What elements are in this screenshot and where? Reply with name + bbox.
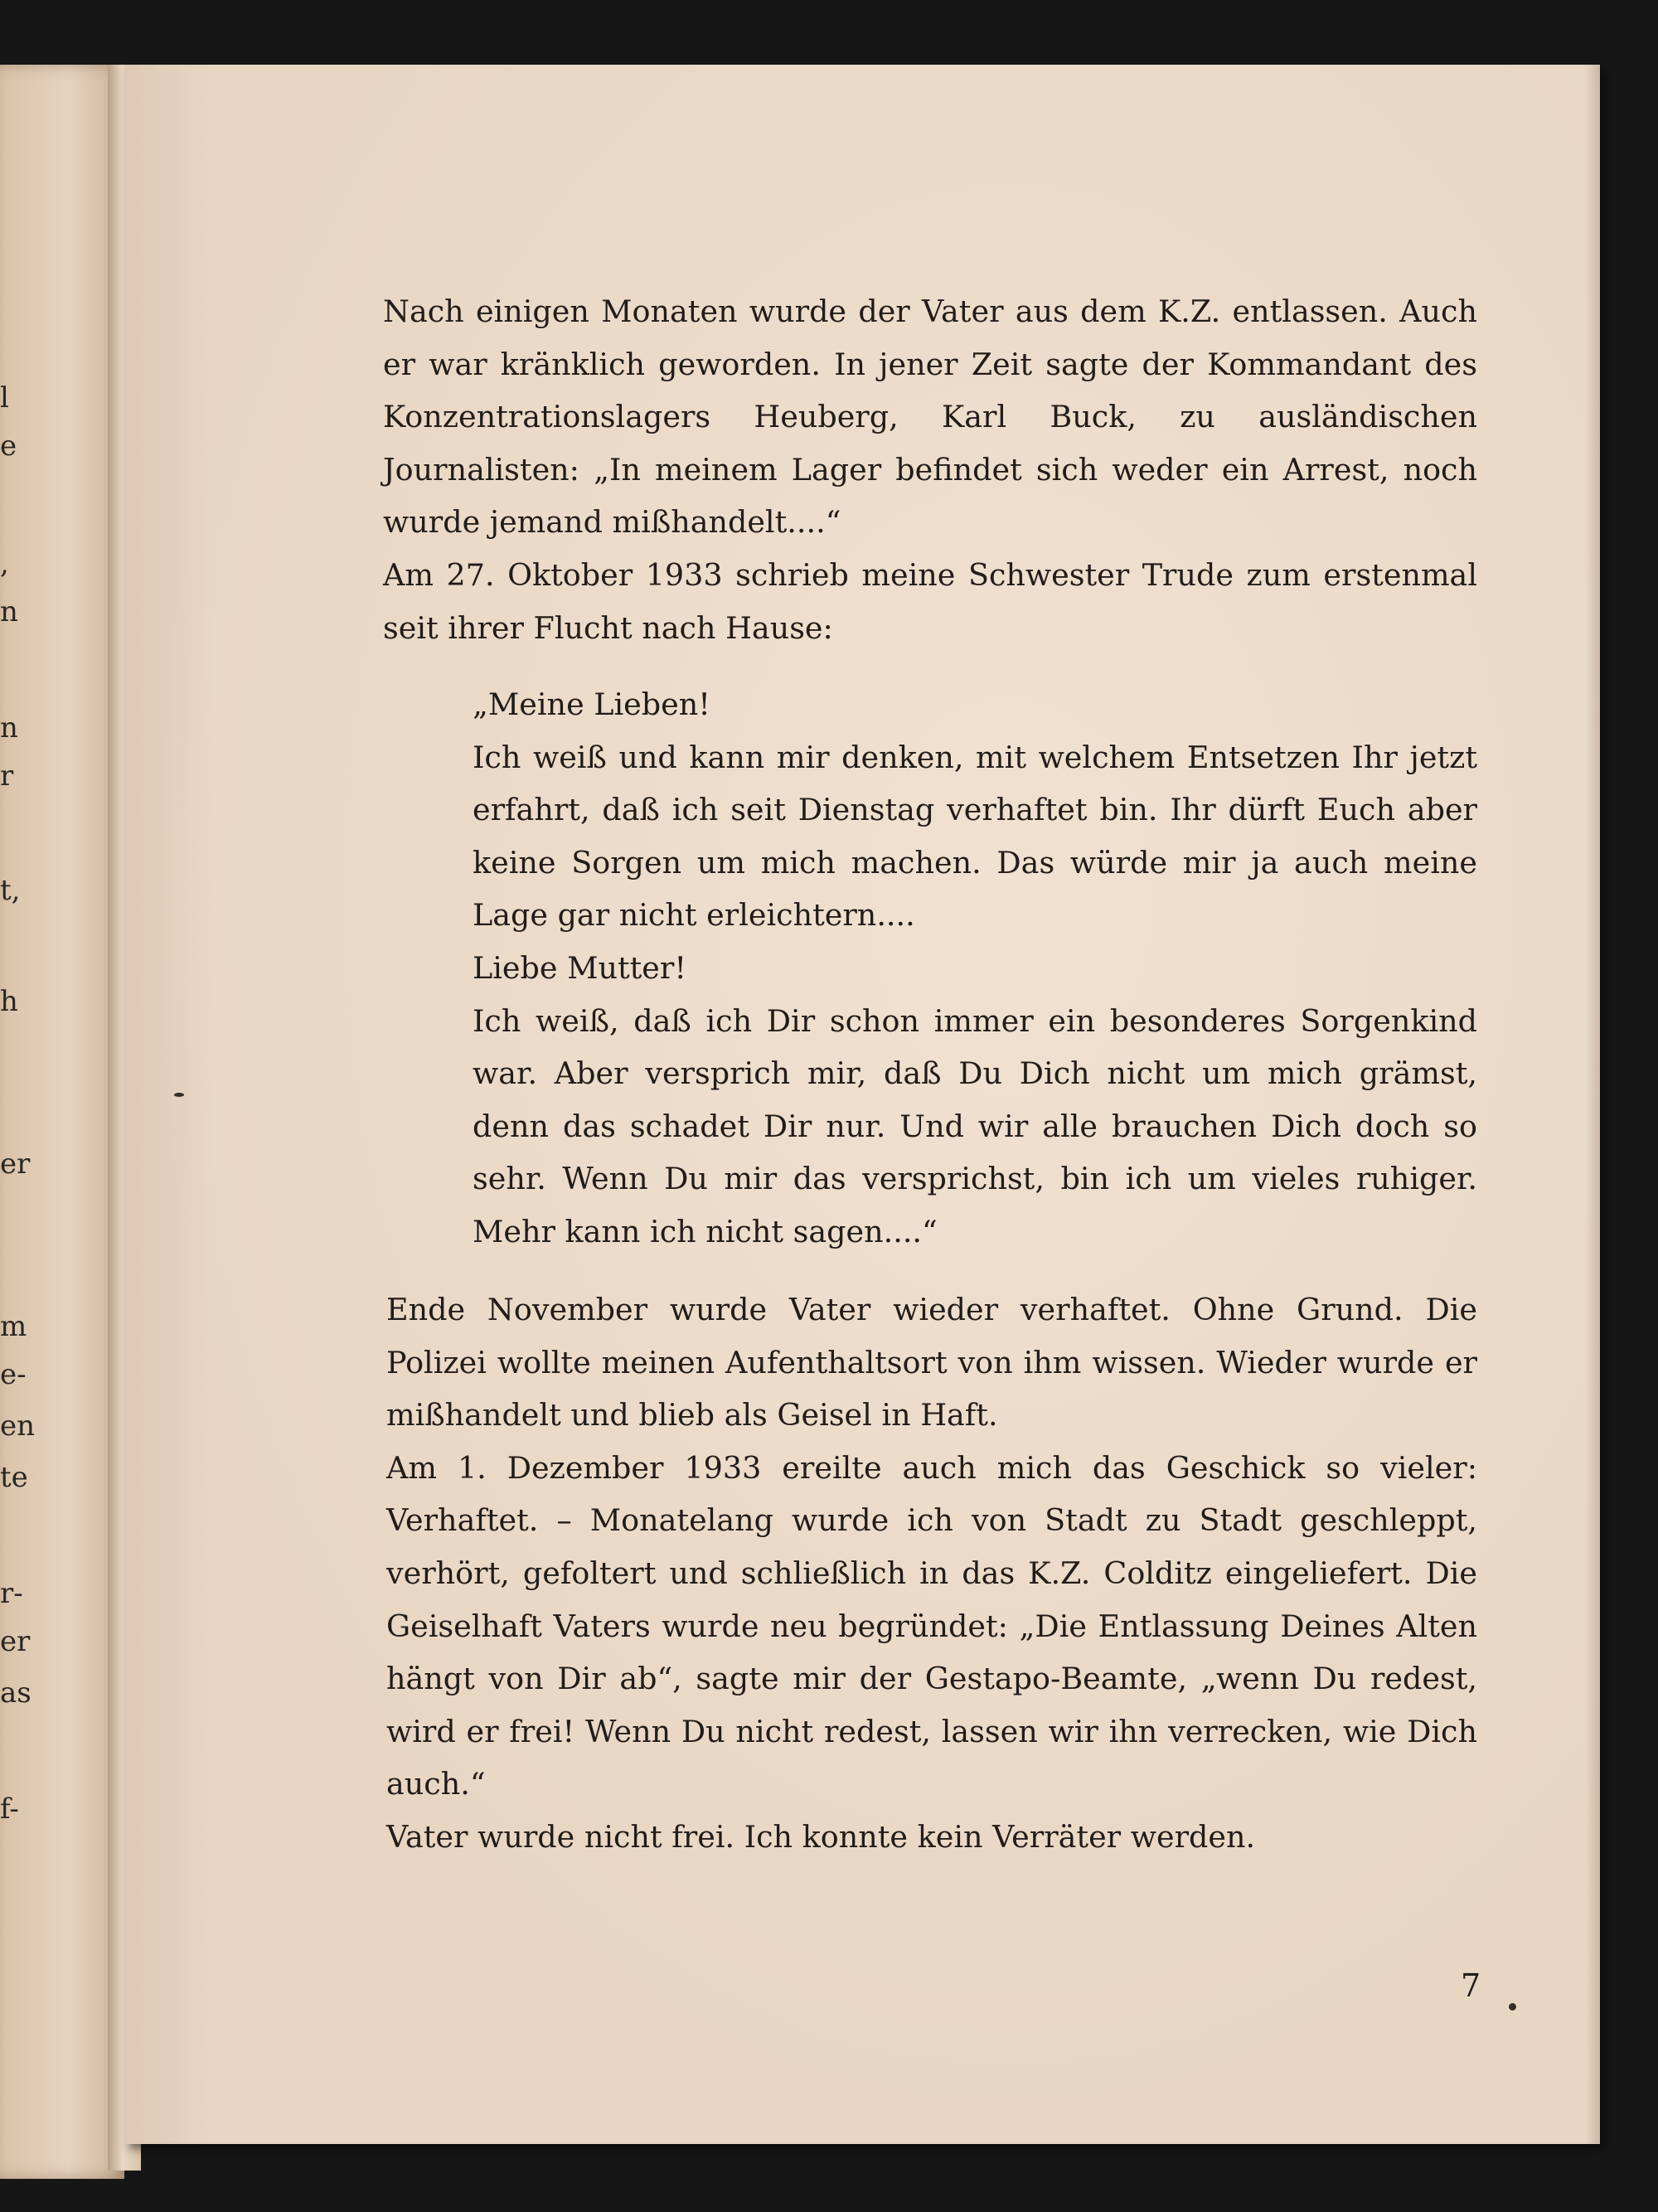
left-page-fragment: r xyxy=(0,759,14,793)
left-page-fragment: n xyxy=(0,595,18,628)
left-page-fragment: er xyxy=(0,1625,31,1658)
paragraph-1: Nach einigen Monaten wurde der Vater aus dem K.Z. entlassen. Auch er war kränklich geworden. In jener Zeit sagte der Kommandant des Konzentrationslagers Heuberg, Karl Buck, zu ausländischen Journalisten: „In meinem Lager befindet sich weder ein Arrest, noch wurde jemand mißhandelt....“ xyxy=(383,293,1477,541)
left-page-fragment: n xyxy=(0,711,18,745)
left-page-fragment: t, xyxy=(0,874,21,907)
left-page-fragment: l xyxy=(0,381,9,415)
letter-body-2: Ich weiß, daß ich Dir schon immer ein besonderes Sorgenkind war. Aber versprich mir, daß Du Dich nicht um mich grämst, denn das schadet Dir nur. Und wir alle brauchen Dich doch so sehr. Wenn Du mir das versprichst, bin ich um vieles ruhiger. Mehr kann ich nicht sagen....“ xyxy=(473,1002,1477,1249)
left-page-fragment: f- xyxy=(0,1792,19,1826)
left-page-fragment: r- xyxy=(0,1577,23,1610)
paper-speck xyxy=(1509,2003,1516,2011)
page-number: 7 xyxy=(1461,1967,1481,2004)
paragraph-2: Am 27. Oktober 1933 schrieb meine Schwester Trude zum erstenmal seit ihrer Flucht nach Hause: xyxy=(383,556,1477,646)
left-page-fragment: as xyxy=(0,1676,32,1710)
quoted-letter xyxy=(473,678,1477,1259)
paragraph-3: Ende November wurde Vater wieder verhaftet. Ohne Grund. Die Polizei wollte meinen Aufenthaltsort von ihm wissen. Wieder wurde er mißhandelt und blieb als Geisel in Haft. xyxy=(386,1292,1477,1433)
letter-salutation-2: Liebe Mutter! xyxy=(473,949,687,986)
left-page-fragment: e- xyxy=(0,1358,27,1391)
paragraph-5: Vater wurde nicht frei. Ich konnte kein Verräter werden. xyxy=(386,1818,1256,1855)
left-page-edge xyxy=(0,65,124,2179)
letter-body-1: Ich weiß und kann mir denken, mit welchem Entsetzen Ihr jetzt erfahrt, daß ich seit Dienstag verhaftet bin. Ihr dürft Euch aber keine Sorgen um mich machen. Das würde mir ja auch meine Lage gar nicht erleichtern.... xyxy=(473,739,1477,934)
right-page xyxy=(124,65,1600,2144)
page-edge-shadow xyxy=(1585,65,1600,2144)
left-page-fragment: te xyxy=(0,1461,28,1494)
letter-salutation-1: „Meine Lieben! xyxy=(473,686,710,722)
closing-text xyxy=(386,1283,1477,1864)
left-page-fragment: e xyxy=(0,429,17,463)
opening-text xyxy=(383,285,1477,654)
paragraph-4: Am 1. Dezember 1933 ereilte auch mich das Geschick so vieler: Verhaftet. – Monatelang wurde ich von Stadt zu Stadt geschleppt, verhört, gefoltert und schließlich in das K.Z. Colditz eingeliefert. Die Geiselhaft Vaters wurde neu begründet: „Die Entlassung Deines Alten hängt von Dir ab“, sagte mir der Gestapo-Beamte, „wenn Du redest, wird er frei! Wenn Du nicht redest, lassen wir ihn verrecken, wie Dich auch.“ xyxy=(386,1449,1477,1802)
left-page-fragment: er xyxy=(0,1147,31,1181)
left-page-fragment: h xyxy=(0,985,18,1018)
left-page-fragment: en xyxy=(0,1409,36,1443)
paper-speck xyxy=(174,1093,184,1097)
left-page-fragment: , xyxy=(0,547,9,580)
left-page-fragment: m xyxy=(0,1310,27,1343)
